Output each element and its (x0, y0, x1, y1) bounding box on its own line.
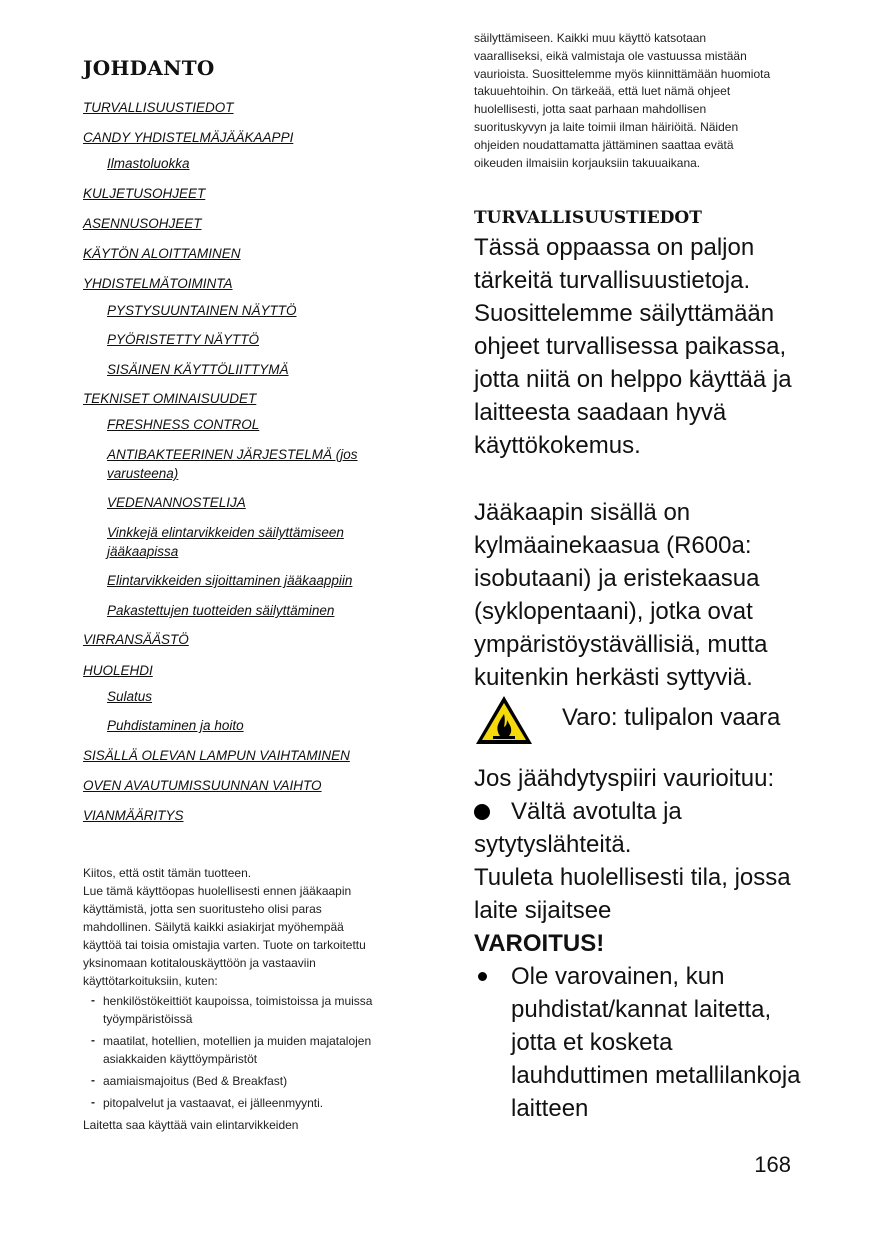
intro-end: Laitetta saa käyttää vain elintarvikkeiden (83, 1118, 299, 1132)
toc-link-cleaning[interactable]: Puhdistaminen ja hoito (107, 718, 244, 733)
page-number: 168 (754, 1152, 791, 1177)
toc-link-freshness-control[interactable]: FRESHNESS CONTROL (107, 417, 260, 432)
safety-paragraph-2: Jääkaapin sisällä on kylmäainekaasua (R600a: isobutaani) ja eristekaasua (syklopentaani), jotka ovat ympäristöystävällisiä, mutta kuitenkin herkästi syttyviä. (474, 499, 768, 691)
list-item: - aamiaismajoitus (Bed & Breakfast) (91, 1073, 288, 1088)
toc-link-care[interactable]: HUOLEHDI (83, 663, 153, 678)
bullet-icon (478, 972, 487, 981)
toc-link-internal-ui[interactable]: SISÄINEN KÄYTTÖLIITTYMÄ (107, 362, 289, 377)
list-item: - maatilat, hotellien, motellien ja muiden majatalojen asiakkaiden käyttöympäristöt (91, 1033, 372, 1066)
bullet-avoid-flames: Vältä avotulta ja sytytyslähteitä. (474, 798, 682, 858)
toc-link-troubleshooting[interactable]: VIANMÄÄRITYS (83, 808, 184, 823)
toc-link-combi-operation[interactable]: YHDISTELMÄTOIMINTA (83, 276, 233, 291)
intro-title: JOHDANTO (83, 56, 215, 80)
toc-link-food-placement[interactable]: Elintarvikkeiden sijoittaminen jääkaappiin (107, 573, 353, 588)
toc-link-rounded-display[interactable]: PYÖRISTETTY NÄYTTÖ (107, 332, 260, 347)
bullet-careful-cleaning: Ole varovainen, kun puhdistat/kannat laitetta, jotta et kosketa lauhduttimen metallilankoja laitteen (474, 960, 804, 1125)
toc-link-storage-tips[interactable]: Vinkkejä elintarvikkeiden säilyttämiseen jääkaapissa (107, 525, 344, 559)
intro-continuation: säilyttämiseen. Kaikki muu käyttö katsotaan vaaralliseksi, eikä valmistaja ole vastuussa mistään vaurioista. Suosittelemme myös kiinnittämään huomiota takuuehtoihin. On tärkeää, että luet nämä ohjeet huolellisesti, jotta saat parhaan mahdollisen suorituskyvyn ja laite toimii ilman häiriöitä. Näiden ohjeiden noudattamatta jättäminen saattaa evätä oikeuden ilmaisiin korjauksiin takuuaikana. (474, 31, 771, 170)
toc-link-antibacterial[interactable]: ANTIBAKTEERINEN JÄRJESTELMÄ (jos varusteena) (107, 447, 358, 481)
warning-label: VAROITUS! (474, 930, 605, 957)
toc-link-defrosting[interactable]: Sulatus (107, 689, 153, 704)
toc-link-door-reversal[interactable]: OVEN AVAUTUMISSUUNNAN VAIHTO (83, 778, 322, 793)
fire-warning-text: Varo: tulipalon vaara (562, 704, 781, 731)
ventilate-text: Tuuleta huolellisesti tila, jossa laite sijaitsee (474, 864, 791, 924)
intro-body: Lue tämä käyttöopas huolellisesti ennen jääkaapin käyttämistä, jotta sen suoritusteho olisi paras mahdollinen. Säilytä kaikki asiakirjat myöhempää käyttöä tai toisia omistajia varten. Tuote on tarkoitettu yksinomaan kotitalouskäyttöön ja vastaaviin käyttötarkoituksiin, kuten: (83, 884, 366, 988)
intended-use-list (83, 992, 383, 1112)
toc-link-getting-started[interactable]: KÄYTÖN ALOITTAMINEN (83, 246, 241, 261)
toc-link-transport[interactable]: KULJETUSOHJEET (83, 186, 206, 201)
fire-hazard-icon (474, 694, 534, 746)
toc-link-vertical-display[interactable]: PYSTYSUUNTAINEN NÄYTTÖ (107, 303, 297, 318)
list-item: - pitopalvelut ja vastaavat, ei jälleenmyynti. (91, 1095, 324, 1110)
toc-link-installation[interactable]: ASENNUSOHJEET (83, 216, 202, 231)
toc-link-energy-saving[interactable]: VIRRANSÄÄSTÖ (83, 632, 189, 647)
intro-text (83, 864, 383, 1134)
toc-link-technical-features[interactable]: TEKNISET OMINAISUUDET (83, 391, 257, 406)
toc-link-frozen-storage[interactable]: Pakastettujen tuotteiden säilyttäminen (107, 603, 335, 618)
list-item: - henkilöstökeittiöt kaupoissa, toimistoissa ja muissa työympäristöissä (91, 993, 373, 1026)
bullet-icon (474, 804, 490, 820)
intro-thanks: Kiitos, että ostit tämän tuotteen. (83, 866, 252, 880)
toc-link-lamp-replacement[interactable]: SISÄLLÄ OLEVAN LAMPUN VAIHTAMINEN (83, 748, 350, 763)
circuit-damage-text: Jos jäähdytyspiiri vaurioituu: (474, 765, 775, 792)
toc-link-water-dispenser[interactable]: VEDENANNOSTELIJA (107, 495, 246, 510)
fire-warning (474, 694, 804, 750)
toc-link-climate-class[interactable]: Ilmastoluokka (107, 156, 190, 171)
safety-paragraph-1: Tässä oppaassa on paljon tärkeitä turvallisuustietoja. Suosittelemme säilyttämään ohjeet turvallisessa paikassa, jotta niitä on helppo käyttää ja laitteesta saadaan hyvä käyttökokemus. (474, 234, 792, 459)
toc-link-safety[interactable]: TURVALLISUUSTIEDOT (83, 100, 234, 115)
safety-heading: TURVALLISUUSTIEDOT (474, 208, 702, 228)
toc-link-combi-fridge[interactable]: CANDY YHDISTELMÄJÄÄKAAPPI (83, 130, 294, 145)
